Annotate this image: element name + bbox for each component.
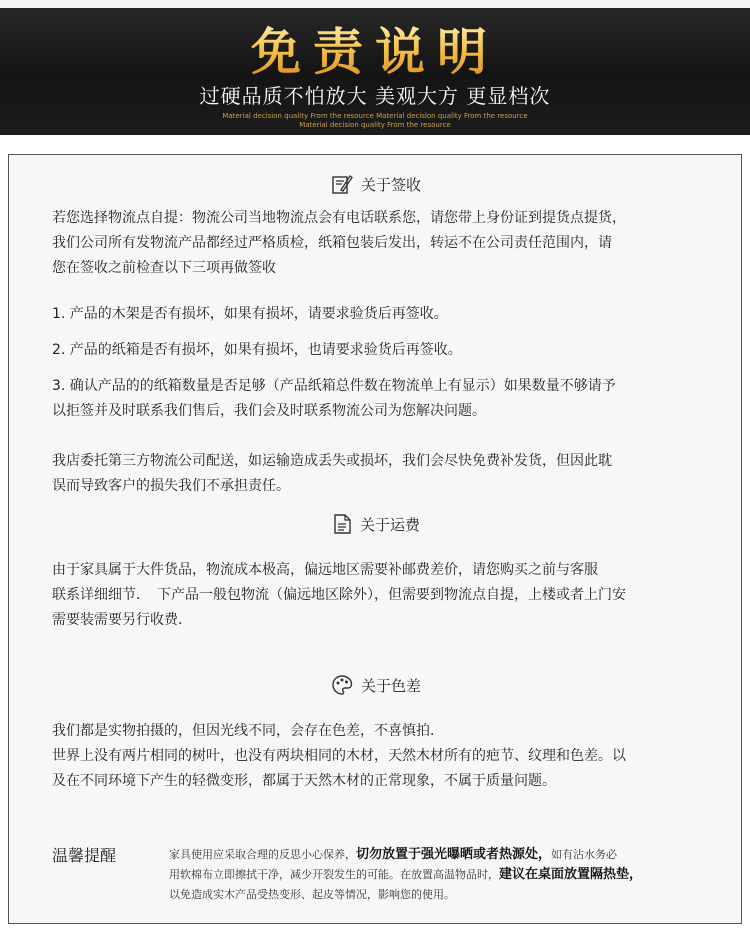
color-heading-label: 关于色差 (360, 676, 421, 695)
header-banner (0, 0, 750, 135)
tip-line-3: 以免造成实木产品受热变形、起皮等情况，影响您的使用。 (169, 888, 455, 901)
palette-icon (331, 674, 353, 696)
sign-item-2: 2. 产品的纸箱是否有损坏，如果有损坏，也请要求验货后再签收。 (52, 342, 462, 358)
sign-item-1: 1. 产品的木架是否有损坏，如果有损坏，请要求验货后再签收。 (52, 306, 448, 322)
banner-english-line-2: Material decision quality From the resource (299, 121, 451, 129)
sign-intro-line-3: 您在签收之前检查以下三项再做签收 (52, 260, 276, 276)
tip-line-1 (169, 845, 709, 865)
sign-intro-line-2: 我们公司所有发物流产品都经过严格质检，纸箱包装后发出，转运不在公司责任范围内，请 (52, 235, 612, 251)
color-line-1: 我们都是实物拍摄的，但因光线不同，会存在色差，不喜慎拍． (52, 723, 444, 739)
tip-line-2-bold: 建议在桌面放置隔热垫， (499, 867, 643, 882)
signature-icon (331, 173, 353, 195)
sign-item-3 (52, 374, 712, 424)
sign-note-line-2: 误而导致客户的损失我们不承担责任。 (52, 478, 290, 494)
shipping-heading (9, 513, 743, 535)
tip-body (169, 845, 709, 905)
shipping-line-1: 由于家具属于大件货品，物流成本极高，偏远地区需要补邮费差价，请您购买之前与客服 (52, 562, 598, 578)
sign-heading-label: 关于签收 (360, 175, 421, 194)
banner-subtitle: 过硬品质不怕放大 美观大方 更显档次 (199, 84, 551, 108)
document-icon (332, 513, 352, 535)
shipping-line-3: 需要装需要另行收费． (52, 612, 192, 628)
sign-intro-line-1: 若您选择物流点自提：物流公司当地物流点会有电话联系您，请您带上身份证到提货点提货， (52, 210, 626, 226)
color-body (52, 719, 712, 794)
sign-heading (9, 173, 743, 195)
tip-title: 温馨提醒 (52, 846, 117, 865)
color-heading (9, 674, 743, 696)
banner-english-line-1: Material decision quality From the resource Material decision quality From the resource (222, 112, 528, 120)
sign-item-3-line-1: 3. 确认产品的的纸箱数量是否足够（产品纸箱总件数在物流单上有显示）如果数量不够请予 (52, 378, 616, 394)
disclaimer-card (8, 154, 742, 924)
shipping-line-2: 联系详细细节． 下产品一般包物流（偏远地区除外），但需要到物流点自提，上楼或者上门安 (52, 587, 626, 603)
color-line-3: 及在不同环境下产生的轻微变形，都属于天然木材的正常现象，不属于质量问题。 (52, 773, 556, 789)
banner-top-strip (0, 0, 750, 8)
banner-title: 免责说明 (0, 20, 750, 84)
shipping-body (52, 558, 712, 633)
sign-intro (52, 206, 712, 281)
tip-line-2 (169, 865, 709, 885)
tip-line-1-bold: 切勿放置于强光曝晒或者热源处， (356, 847, 552, 862)
tip-line-1-c: 如有沾水务必 (551, 848, 618, 861)
shipping-heading-label: 关于运费 (359, 515, 420, 534)
sign-item-3-line-2: 以拒签并及时联系我们售后，我们会及时联系物流公司为您解决问题。 (52, 403, 486, 419)
sign-note (52, 449, 712, 499)
color-line-2: 世界上没有两片相同的树叶，也没有两块相同的木材，天然木材所有的疤节、纹理和色差。以 (52, 748, 626, 764)
tip-line-1-a: 家具使用应采取合理的反思小心保养， (169, 848, 356, 861)
sign-note-line-1: 我店委托第三方物流公司配送，如运输造成丢失或损坏，我们会尽快免费补发货，但因此耽 (52, 453, 612, 469)
tip-line-2-a: 用软棉布立即擦拭干净，减少开裂发生的可能。在放置高温物品时， (169, 868, 499, 881)
